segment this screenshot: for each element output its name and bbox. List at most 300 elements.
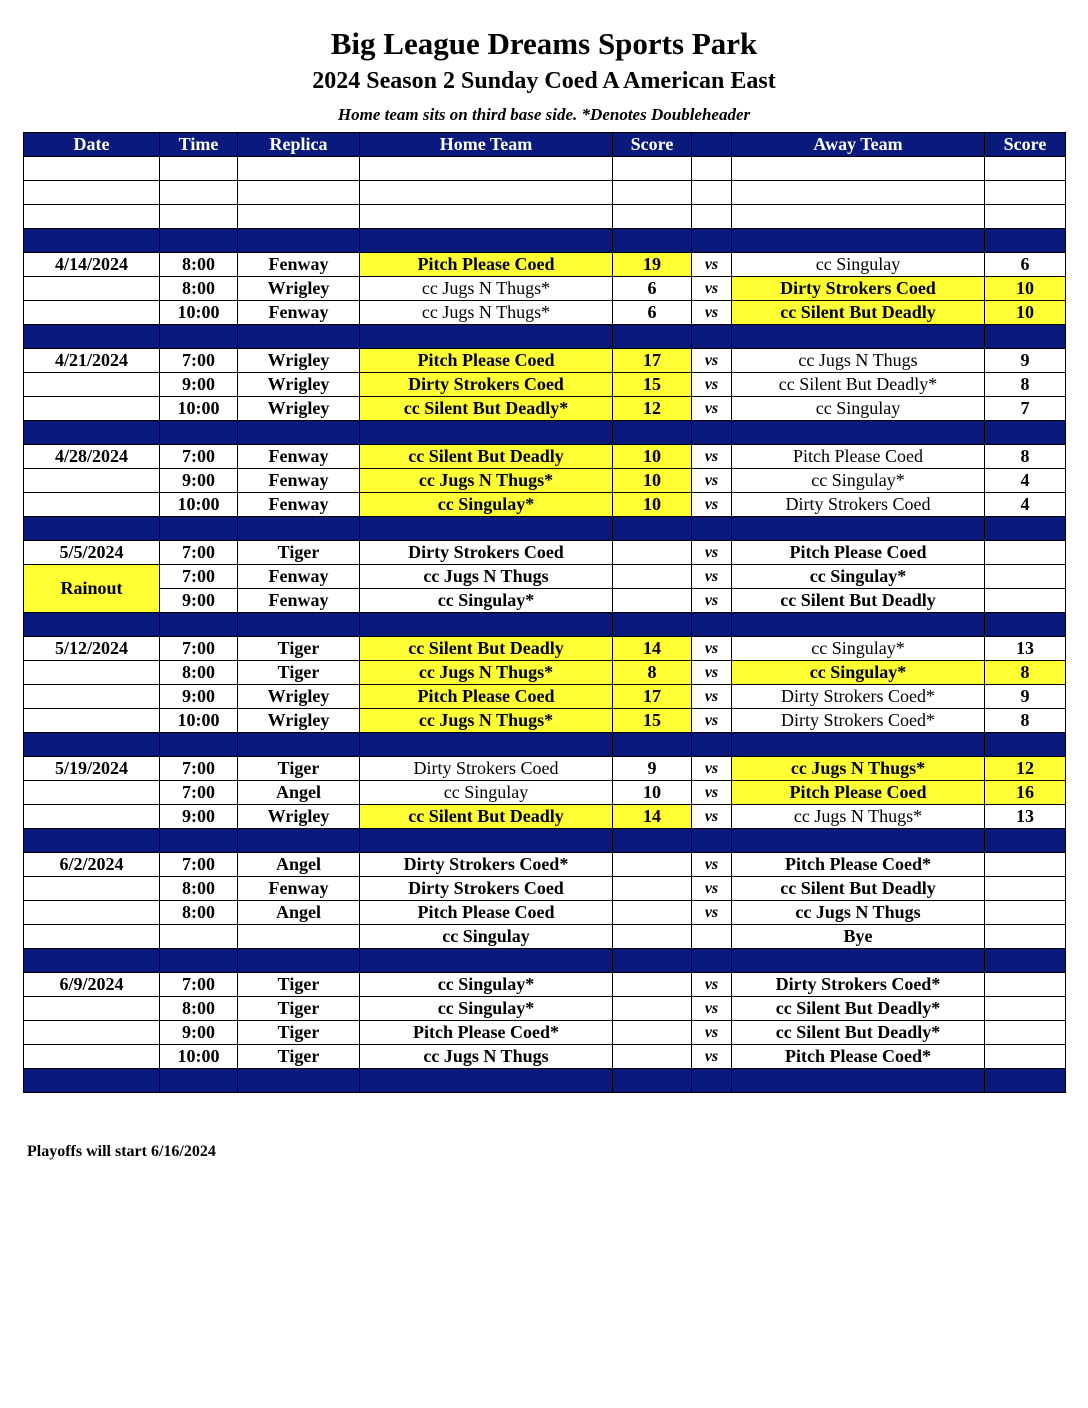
separator-cell [160, 949, 238, 973]
game-row [24, 877, 1066, 901]
vs-cell: vs [692, 709, 732, 733]
away-score-cell [985, 973, 1066, 997]
page-title: Big League Dreams Sports Park [330, 26, 758, 61]
home-score-cell: 10 [613, 445, 692, 469]
replica-cell: Fenway [238, 445, 360, 469]
game-row [24, 301, 1066, 325]
home-team-cell: cc Silent But Deadly [360, 445, 613, 469]
time-cell: 7:00 [160, 853, 238, 877]
separator-cell [24, 733, 160, 757]
separator-cell [360, 949, 613, 973]
date-cell: 4/21/2024 [24, 349, 160, 373]
game-row [24, 757, 1066, 781]
game-row [24, 565, 1066, 589]
blank-cell [360, 205, 613, 229]
week-separator-row [24, 421, 1066, 445]
blank-cell [985, 181, 1066, 205]
separator-cell [985, 229, 1066, 253]
away-team-cell: cc Jugs N Thugs* [732, 757, 985, 781]
separator-cell [692, 1069, 732, 1093]
separator-cell [24, 1069, 160, 1093]
separator-cell [732, 613, 985, 637]
page-subtitle: 2024 Season 2 Sunday Coed A American East [312, 68, 776, 94]
separator-cell [360, 733, 613, 757]
away-score-cell [985, 853, 1066, 877]
separator-cell [24, 613, 160, 637]
blank-cell [24, 205, 160, 229]
separator-cell [732, 949, 985, 973]
vs-cell: vs [692, 253, 732, 277]
separator-cell [360, 1069, 613, 1093]
separator-cell [238, 421, 360, 445]
replica-cell: Wrigley [238, 397, 360, 421]
away-team-cell: Pitch Please Coed* [732, 1045, 985, 1069]
date-cell: Rainout [24, 565, 160, 613]
separator-cell [24, 229, 160, 253]
away-score-cell: 16 [985, 781, 1066, 805]
separator-cell [360, 229, 613, 253]
blank-cell [360, 157, 613, 181]
game-row [24, 469, 1066, 493]
date-cell: 5/12/2024 [24, 637, 160, 661]
away-team-cell: Pitch Please Coed* [732, 853, 985, 877]
date-cell [24, 709, 160, 733]
game-row [24, 685, 1066, 709]
home-score-cell [613, 973, 692, 997]
replica-cell: Wrigley [238, 349, 360, 373]
date-cell: 5/5/2024 [24, 541, 160, 565]
away-score-cell [985, 925, 1066, 949]
date-cell [24, 493, 160, 517]
blank-cell [238, 205, 360, 229]
date-cell [24, 805, 160, 829]
separator-cell [238, 949, 360, 973]
time-cell: 8:00 [160, 877, 238, 901]
date-cell [24, 469, 160, 493]
separator-cell [360, 325, 613, 349]
date-cell [24, 1021, 160, 1045]
time-cell: 7:00 [160, 781, 238, 805]
game-row [24, 445, 1066, 469]
replica-cell: Angel [238, 901, 360, 925]
away-score-cell: 9 [985, 685, 1066, 709]
time-cell [160, 925, 238, 949]
col-header-away-team: Away Team [732, 133, 985, 157]
game-row [24, 493, 1066, 517]
away-team-cell: Dirty Strokers Coed [732, 277, 985, 301]
separator-cell [732, 229, 985, 253]
away-score-cell [985, 1045, 1066, 1069]
vs-cell: vs [692, 685, 732, 709]
vs-cell: vs [692, 661, 732, 685]
separator-cell [360, 829, 613, 853]
blank-cell [238, 181, 360, 205]
replica-cell: Fenway [238, 301, 360, 325]
away-score-cell: 12 [985, 757, 1066, 781]
home-team-cell: cc Singulay* [360, 973, 613, 997]
separator-cell [24, 829, 160, 853]
home-team-cell: cc Jugs N Thugs [360, 565, 613, 589]
blank-cell [160, 205, 238, 229]
separator-cell [613, 229, 692, 253]
game-row [24, 253, 1066, 277]
blank-cell [360, 181, 613, 205]
away-score-cell [985, 565, 1066, 589]
date-cell [24, 781, 160, 805]
date-cell [24, 901, 160, 925]
blank-cell [613, 157, 692, 181]
home-score-cell [613, 901, 692, 925]
game-row [24, 901, 1066, 925]
time-cell: 10:00 [160, 301, 238, 325]
separator-cell [613, 733, 692, 757]
separator-cell [613, 1069, 692, 1093]
home-team-cell: Pitch Please Coed [360, 349, 613, 373]
away-team-cell: Pitch Please Coed [732, 445, 985, 469]
game-row [24, 1045, 1066, 1069]
separator-cell [985, 829, 1066, 853]
vs-cell: vs [692, 445, 732, 469]
away-score-cell: 8 [985, 445, 1066, 469]
away-score-cell [985, 1021, 1066, 1045]
separator-cell [692, 421, 732, 445]
week-separator-row [24, 829, 1066, 853]
home-team-cell: cc Silent But Deadly [360, 805, 613, 829]
time-cell: 10:00 [160, 1045, 238, 1069]
home-score-cell: 6 [613, 301, 692, 325]
col-header-date: Date [24, 133, 160, 157]
replica-cell: Angel [238, 781, 360, 805]
separator-cell [732, 829, 985, 853]
away-team-cell: cc Silent But Deadly [732, 877, 985, 901]
away-team-cell: cc Silent But Deadly [732, 301, 985, 325]
home-team-cell: cc Silent But Deadly* [360, 397, 613, 421]
date-cell [24, 397, 160, 421]
replica-cell: Fenway [238, 253, 360, 277]
away-team-cell: Dirty Strokers Coed* [732, 973, 985, 997]
game-row [24, 277, 1066, 301]
separator-cell [985, 949, 1066, 973]
col-header-home-score: Score [613, 133, 692, 157]
home-score-cell [613, 997, 692, 1021]
replica-cell: Fenway [238, 877, 360, 901]
vs-cell: vs [692, 301, 732, 325]
home-score-cell: 15 [613, 373, 692, 397]
vs-cell: vs [692, 757, 732, 781]
col-header-away-score: Score [985, 133, 1066, 157]
time-cell: 10:00 [160, 397, 238, 421]
time-cell: 7:00 [160, 541, 238, 565]
separator-cell [692, 829, 732, 853]
blank-cell [732, 181, 985, 205]
blank-cell [692, 157, 732, 181]
vs-cell: vs [692, 637, 732, 661]
time-cell: 9:00 [160, 469, 238, 493]
date-cell [24, 997, 160, 1021]
blank-cell [238, 157, 360, 181]
away-score-cell: 8 [985, 661, 1066, 685]
replica-cell: Wrigley [238, 373, 360, 397]
week-separator-row [24, 325, 1066, 349]
time-cell: 9:00 [160, 685, 238, 709]
separator-cell [985, 613, 1066, 637]
time-cell: 7:00 [160, 445, 238, 469]
home-team-cell: cc Jugs N Thugs* [360, 469, 613, 493]
replica-cell: Tiger [238, 541, 360, 565]
away-score-cell: 10 [985, 301, 1066, 325]
time-cell: 8:00 [160, 997, 238, 1021]
week-separator-row [24, 517, 1066, 541]
vs-cell: vs [692, 877, 732, 901]
vs-cell: vs [692, 565, 732, 589]
date-cell: 4/28/2024 [24, 445, 160, 469]
home-score-cell: 19 [613, 253, 692, 277]
home-team-cell: Pitch Please Coed [360, 901, 613, 925]
away-team-cell: cc Singulay [732, 253, 985, 277]
away-score-cell: 4 [985, 469, 1066, 493]
separator-cell [692, 517, 732, 541]
home-score-cell [613, 877, 692, 901]
time-cell: 9:00 [160, 1021, 238, 1045]
home-score-cell: 10 [613, 493, 692, 517]
playoffs-note: Playoffs will start 6/16/2024 [27, 1143, 216, 1160]
separator-cell [692, 325, 732, 349]
replica-cell: Wrigley [238, 805, 360, 829]
home-team-cell: cc Jugs N Thugs* [360, 277, 613, 301]
blank-row [24, 205, 1066, 229]
away-score-cell: 8 [985, 709, 1066, 733]
away-team-cell: cc Jugs N Thugs [732, 349, 985, 373]
home-team-cell: cc Jugs N Thugs* [360, 661, 613, 685]
home-team-cell: cc Singulay* [360, 589, 613, 613]
col-header-vs [692, 133, 732, 157]
game-row [24, 997, 1066, 1021]
vs-cell: vs [692, 805, 732, 829]
time-cell: 8:00 [160, 253, 238, 277]
vs-cell: vs [692, 541, 732, 565]
separator-cell [985, 733, 1066, 757]
home-team-cell: cc Jugs N Thugs* [360, 709, 613, 733]
vs-cell: vs [692, 349, 732, 373]
separator-cell [613, 421, 692, 445]
replica-cell: Wrigley [238, 685, 360, 709]
separator-cell [985, 421, 1066, 445]
separator-cell [160, 733, 238, 757]
date-cell [24, 1045, 160, 1069]
home-score-cell: 9 [613, 757, 692, 781]
replica-cell: Tiger [238, 1045, 360, 1069]
separator-cell [360, 421, 613, 445]
game-row [24, 925, 1066, 949]
away-score-cell: 4 [985, 493, 1066, 517]
vs-cell: vs [692, 781, 732, 805]
home-score-cell: 14 [613, 805, 692, 829]
separator-cell [732, 517, 985, 541]
separator-cell [985, 325, 1066, 349]
date-cell [24, 925, 160, 949]
away-score-cell [985, 877, 1066, 901]
date-cell: 4/14/2024 [24, 253, 160, 277]
vs-cell: vs [692, 1021, 732, 1045]
home-team-cell: Pitch Please Coed [360, 253, 613, 277]
away-team-cell: Pitch Please Coed [732, 541, 985, 565]
game-row [24, 805, 1066, 829]
replica-cell: Tiger [238, 661, 360, 685]
game-row [24, 661, 1066, 685]
separator-cell [238, 613, 360, 637]
separator-cell [24, 517, 160, 541]
away-score-cell: 8 [985, 373, 1066, 397]
date-cell: 6/2/2024 [24, 853, 160, 877]
time-cell: 9:00 [160, 589, 238, 613]
time-cell: 8:00 [160, 661, 238, 685]
game-row [24, 373, 1066, 397]
separator-cell [238, 733, 360, 757]
vs-cell: vs [692, 589, 732, 613]
home-score-cell: 17 [613, 685, 692, 709]
away-team-cell: cc Jugs N Thugs* [732, 805, 985, 829]
away-score-cell [985, 997, 1066, 1021]
away-team-cell: cc Singulay* [732, 469, 985, 493]
separator-cell [160, 229, 238, 253]
home-score-cell: 12 [613, 397, 692, 421]
separator-cell [613, 517, 692, 541]
replica-cell: Wrigley [238, 709, 360, 733]
time-cell: 7:00 [160, 757, 238, 781]
separator-cell [613, 613, 692, 637]
blank-cell [692, 205, 732, 229]
blank-cell [985, 157, 1066, 181]
date-cell [24, 301, 160, 325]
away-team-cell: Pitch Please Coed [732, 781, 985, 805]
week-separator-row [24, 733, 1066, 757]
time-cell: 7:00 [160, 637, 238, 661]
replica-cell: Fenway [238, 493, 360, 517]
separator-cell [160, 325, 238, 349]
home-score-cell: 8 [613, 661, 692, 685]
separator-cell [732, 325, 985, 349]
vs-cell: vs [692, 469, 732, 493]
game-row [24, 637, 1066, 661]
week-separator-row [24, 613, 1066, 637]
time-cell: 8:00 [160, 901, 238, 925]
vs-cell [692, 925, 732, 949]
separator-cell [732, 421, 985, 445]
vs-cell: vs [692, 973, 732, 997]
replica-cell: Wrigley [238, 277, 360, 301]
home-score-cell: 10 [613, 781, 692, 805]
away-score-cell: 13 [985, 805, 1066, 829]
away-score-cell: 9 [985, 349, 1066, 373]
replica-cell: Angel [238, 853, 360, 877]
game-row [24, 349, 1066, 373]
separator-cell [613, 829, 692, 853]
home-score-cell [613, 925, 692, 949]
blank-cell [613, 181, 692, 205]
away-score-cell: 7 [985, 397, 1066, 421]
time-cell: 7:00 [160, 973, 238, 997]
away-team-cell: Bye [732, 925, 985, 949]
away-score-cell: 13 [985, 637, 1066, 661]
separator-cell [985, 517, 1066, 541]
time-cell: 9:00 [160, 373, 238, 397]
time-cell: 10:00 [160, 493, 238, 517]
separator-cell [732, 1069, 985, 1093]
date-cell [24, 277, 160, 301]
separator-cell [692, 733, 732, 757]
away-score-cell [985, 589, 1066, 613]
game-row [24, 397, 1066, 421]
vs-cell: vs [692, 997, 732, 1021]
week-separator-row [24, 229, 1066, 253]
game-row [24, 1021, 1066, 1045]
home-score-cell [613, 1021, 692, 1045]
separator-cell [692, 613, 732, 637]
away-team-cell: cc Silent But Deadly [732, 589, 985, 613]
home-score-cell: 6 [613, 277, 692, 301]
date-cell: 6/9/2024 [24, 973, 160, 997]
game-row [24, 589, 1066, 613]
blank-cell [613, 205, 692, 229]
vs-cell: vs [692, 1045, 732, 1069]
separator-cell [238, 517, 360, 541]
home-team-cell: cc Singulay* [360, 997, 613, 1021]
home-score-cell [613, 589, 692, 613]
vs-cell: vs [692, 853, 732, 877]
home-team-cell: Dirty Strokers Coed* [360, 853, 613, 877]
separator-cell [360, 613, 613, 637]
time-cell: 8:00 [160, 277, 238, 301]
week-separator-row [24, 1069, 1066, 1093]
replica-cell: Tiger [238, 637, 360, 661]
replica-cell: Fenway [238, 565, 360, 589]
time-cell: 10:00 [160, 709, 238, 733]
away-team-cell: Dirty Strokers Coed* [732, 685, 985, 709]
away-team-cell: cc Singulay* [732, 565, 985, 589]
away-team-cell: cc Silent But Deadly* [732, 1021, 985, 1045]
home-team-cell: cc Jugs N Thugs [360, 1045, 613, 1069]
home-team-cell: cc Jugs N Thugs* [360, 301, 613, 325]
separator-cell [692, 949, 732, 973]
vs-cell: vs [692, 493, 732, 517]
vs-cell: vs [692, 901, 732, 925]
home-score-cell [613, 541, 692, 565]
away-score-cell [985, 901, 1066, 925]
home-team-cell: cc Singulay [360, 781, 613, 805]
separator-cell [360, 517, 613, 541]
blank-cell [985, 205, 1066, 229]
game-row [24, 709, 1066, 733]
separator-cell [160, 421, 238, 445]
home-score-cell [613, 565, 692, 589]
away-team-cell: Dirty Strokers Coed [732, 493, 985, 517]
separator-cell [692, 229, 732, 253]
home-team-cell: cc Singulay* [360, 493, 613, 517]
game-row [24, 541, 1066, 565]
separator-cell [24, 421, 160, 445]
blank-cell [732, 157, 985, 181]
date-cell [24, 877, 160, 901]
replica-cell: Tiger [238, 973, 360, 997]
home-team-cell: Dirty Strokers Coed [360, 373, 613, 397]
away-team-cell: cc Singulay [732, 397, 985, 421]
replica-cell: Fenway [238, 589, 360, 613]
blank-cell [24, 157, 160, 181]
home-team-cell: Pitch Please Coed [360, 685, 613, 709]
home-team-cell: cc Silent But Deadly [360, 637, 613, 661]
separator-cell [238, 829, 360, 853]
col-header-time: Time [160, 133, 238, 157]
